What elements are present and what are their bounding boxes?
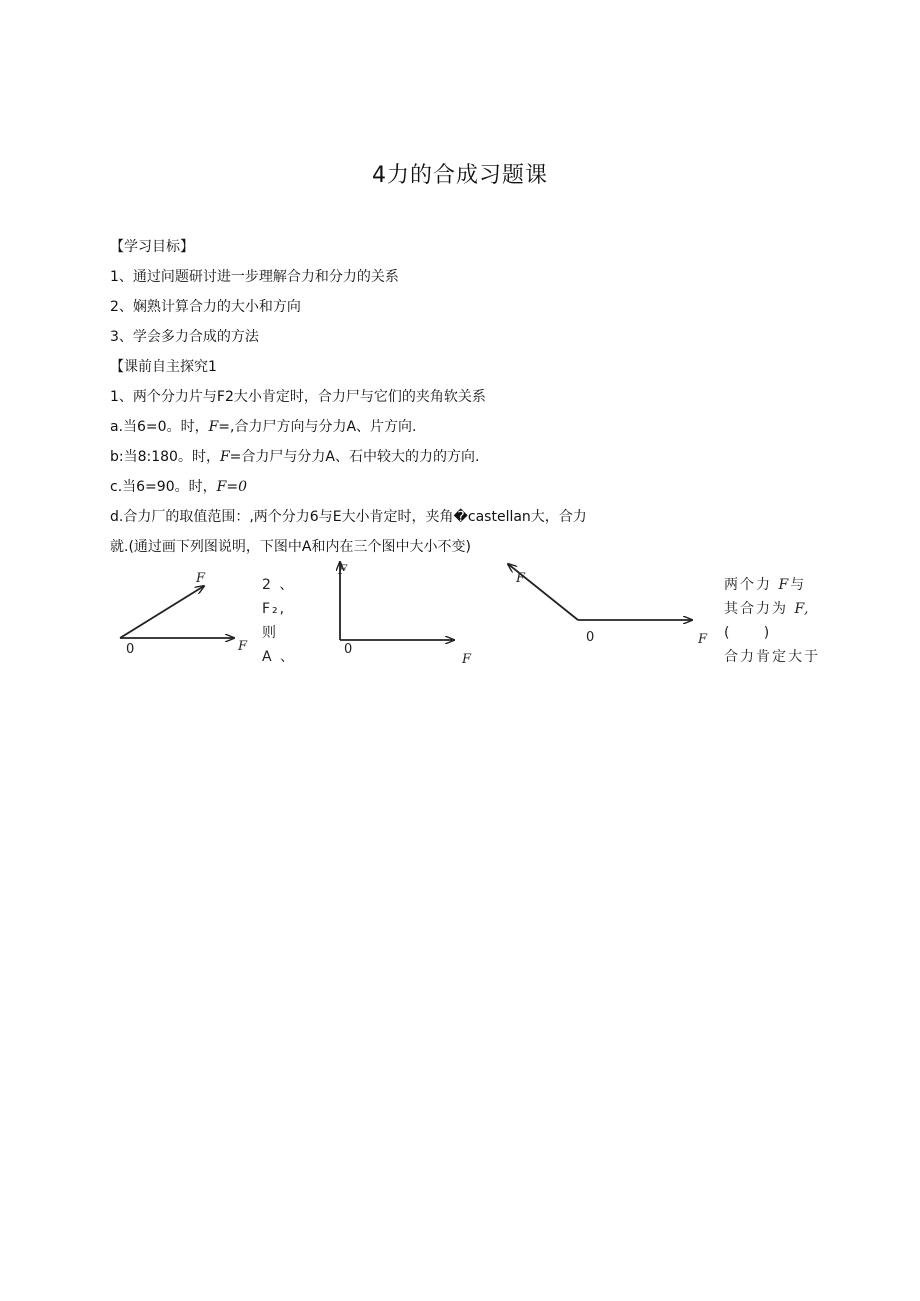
fig1-top-label: F [196,571,206,586]
item-a-formula: F= [208,419,231,435]
item-b-formula: F= [219,449,242,465]
objective-3: 3、学会多力合成的方法 [110,329,259,345]
right-line-2-text: 其合力为 [724,601,788,617]
item-a-rest: ,合力尸方向与分力A、片方向. [230,419,417,435]
explore-heading: 【课前自主探究1 [110,359,217,375]
item-c-formula: F= [216,479,239,495]
item-b [110,446,479,466]
item-a [110,416,417,436]
item-d-line1: d.合力厂的取值范围：,两个分力6与E大小肯定时，夹角�castellan大，合力 [110,509,587,525]
figure-2 [337,562,472,667]
item-c-text: c.当6=90。时， [110,479,217,495]
fig2-origin-label: 0 [344,642,353,657]
right-line-1-text: 两个力 [724,577,772,593]
question-1: 1、两个分力片与F2大小肯定时，合力尸与它们的夹角软关系 [110,389,486,405]
right-line-3: ( ) [724,625,772,641]
figure-1 [120,571,248,657]
q2-line-3: 则 [262,625,278,641]
fig1-vector-up [120,586,204,638]
q2-line-1: 2 、 [262,577,296,593]
question-2-fragment [262,573,296,669]
page-title: 4力的合成习题课 [372,163,548,188]
fig2-top-label: F [338,563,348,578]
item-b-rest: 合力尸与分力A、石中较大的力的方向. [241,449,480,465]
fig3-right-label: F [698,632,708,647]
objective-2: 2、娴熟计算合力的大小和方向 [110,299,301,315]
right-line-4: 合力肯定大于 [724,649,820,665]
right-line-2-formula: F, [794,601,811,617]
fig1-right-label: F [238,639,248,654]
fig1-origin-label: 0 [126,642,135,657]
right-line-1-formula: F [778,577,791,593]
objective-1: 1、通过问题研讨进一步理解合力和分力的关系 [110,269,399,285]
item-c [110,476,247,496]
fig3-top-label: F [516,571,526,586]
item-d-line2: 就.(通过画下列图说明，下图中A和内在三个图中大小不变) [110,539,471,555]
right-line-1-tail: 与 [790,577,807,593]
right-line-2 [724,597,820,621]
item-a-text: a.当6=0。时， [110,419,209,435]
q2-line-2: F₂, [262,601,287,617]
q2-line-4: A 、 [262,649,297,665]
item-b-text: b:当8:180。时， [110,449,220,465]
item-c-rest: 0 [238,479,247,495]
figure-3 [508,564,708,647]
fig2-right-label: F [462,652,472,667]
right-question-fragment [724,573,820,669]
fig3-origin-label: 0 [586,630,595,645]
right-line-1 [724,573,820,597]
objectives-heading: 【学习目标】 [110,239,194,255]
